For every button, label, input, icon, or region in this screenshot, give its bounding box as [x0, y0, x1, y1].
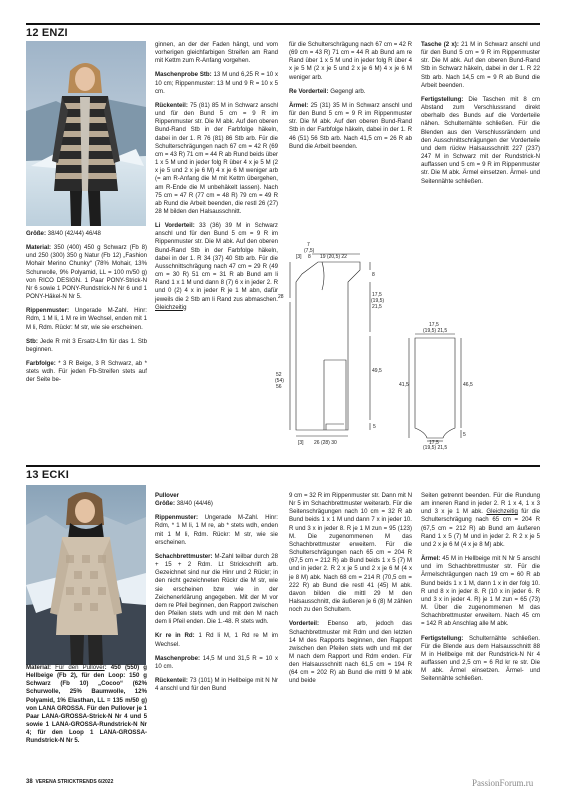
vorderteil-label: Vorderteil: — [289, 620, 320, 628]
rueckenteil-label: Rückenteil: — [155, 676, 188, 684]
aermel-text: 45 M in Hellbeige mit N Nr 5 anschl und im Schachbrettmuster str. Für die Ärmelschrägungen nach 19 cm = 60 R ab Bund beids 1 x 1 M, dann 1 x in der folg 10. R und 8 x in jeder 8. R (10 x in jeder 6. R und 3 x in jeder 4. R) je 1 M zun = 65 (73) M. Über die zugenommenen M das Schachbrettmuster erweitern. Nach 45 cm = 142 R ab Anschlag alle M abk. — [421, 555, 540, 628]
aermel-label: Ärmel: — [421, 555, 441, 563]
schem2-bottom-right: 5 — [463, 432, 466, 438]
col-enzi-2 — [155, 41, 278, 318]
schachbrettmuster-text: M-Zahl teilbar durch 28 + 15 + 2 Rdm. Lt Strickschrift arb. Gezeichnet sind nur die Hinr und 2 Rückr; in den nicht gezeichneten Rückr die M str, wie sie erscheinen bzw wie in der Zeichenerklärung angegeben. Mit der M vor dem re Pfeil beginnen, den Rapport zwischen den Pfeilen stets wdh und mit den M nach dem li Pfeil enden. Die 1.-48. R stets wdh. — [155, 552, 278, 626]
vorderteil-text: Ebenso arb, jedoch das Schachbrettmuster mit Rdm und den letzten 14 M des Rapports beginnen, den Rapport zwischen den Pfeilen stets wdh und mit der M nach dem Rapport und Rdm enden. Für den Halsausschnitt nach 61,5 cm = 194 R (64 cm = 202 R) ab Bund die mittl 9 M abk und beide — [289, 620, 412, 685]
schem1-right-bottom: 5 — [373, 424, 376, 430]
tasche-label: Tasche (2 x): — [421, 41, 459, 48]
paragraph: ginnen, an der der Faden hängt, und vom vorherigen gleichfarbigen Streifen am Rand mit Kettm zum R-Anfang vorgehen. — [155, 41, 278, 65]
rippenmuster-text: Ungerade M-Zahl. Hinr: Rdm, * 1 M li, 1 M re, ab * stets wdh, enden mit 1 M li, Rdm. Rückr: M str, wie sie erscheinen. — [155, 514, 278, 546]
fertigstellung-text: Schulternähte schließen. Für die Blende aus dem Halsausschnitt 88 M in Hellbeige mit der Rundstrick-N Nr 4 auffassen und 2,5 cm = 6 Rd kr re str. Die M abk. Ärmel einsetzen. Ärmel- und Seitennähte schließen. — [421, 634, 540, 683]
rippenmuster-label: Rippenmuster: — [26, 307, 69, 315]
size-label: Größe: — [155, 500, 175, 508]
kr-re-text: 1 Rd li M, 1 Rd re M im Wechsel. — [155, 632, 278, 648]
schem1-shoulder: [3] — [296, 254, 302, 260]
schem1-top-left: 7 — [307, 242, 310, 248]
schematic-sleeve — [399, 320, 483, 451]
col-enzi-4 — [421, 41, 540, 192]
paragraph-tail: für die Schulterschrägung nach 65 cm = 204 R (67,5 cm = 212 R) ab Bund am äußeren Rand 1 x 5 (7) M und in jeder 2. R 2 x je 5 und 2 x je 6 M (4 x je 8 M) abk. — [421, 508, 540, 548]
col-ecki-2 — [155, 492, 278, 699]
schem1-left-top: 28 — [278, 294, 284, 300]
section-title-enzi: 12 ENZI — [26, 27, 68, 39]
paragraph: Seiten getrennt beenden. Für die Rundung am inneren Rand in jeder 2. R 1 x 4, 1 x 3 und 3 x je 1 M abk. — [421, 492, 540, 516]
schem2-right: 46,5 — [463, 382, 473, 388]
farbfolge-text: * 3 R Beige, 3 R Schwarz, ab * stets wdh. Für jeden Fb-Streifen stets auf der Seite be- — [26, 360, 147, 384]
schem2-top1: 17,5 — [429, 322, 439, 328]
rippenmuster-label: Rippenmuster: — [155, 514, 198, 522]
page-number: 38 — [26, 779, 33, 785]
section-title-ecki: 13 ECKI — [26, 469, 69, 481]
material-label: Material: — [26, 664, 52, 671]
schem1-left-mid2: (54) — [275, 378, 284, 384]
photo-ecki — [26, 485, 146, 665]
re-vorderteil-label: Re Vorderteil: — [289, 87, 329, 95]
tasche-text: 21 M in Schwarz anschl und für den Bund 5 cm = 9 R im Rippenmuster str. Die M abk. Auf den oberen Bund-Rand Stb in Schwarz häkeln, dabei in der 1. R 22 Stb arb. Nach 14,5 cm = 9 R ab Bund die Arbeit beenden. — [421, 41, 540, 89]
magazine-name: VERENA STRICKTRENDS 6/2022 — [35, 779, 114, 785]
fertigstellung-text: Die Taschen mit 8 cm Abstand zum Verschlussrand direkt oberhalb des Bunds auf die Vorderteile nähen. Schulternähte schließen. Für die Blenden aus den Verschlussrändern und den Ausschnittschrägungen der Vorderteile und dem rückw Halsausschnitt 227 (237) 247 M in Schwarz mit der Rundstrick-N auffassen und 5 cm = 9 R im Rippenmuster str. Die M abk. Ärmel einsetzen. Ärmel- und Seitennähte schließen. — [421, 95, 540, 185]
size-value: 38/40 (42/44) 46/48 — [45, 230, 101, 237]
photo-ecki-art — [26, 485, 146, 665]
watermark: PassionForum.ru — [472, 778, 534, 788]
gleichzeitig-link: Gleichzeitig — [155, 303, 187, 311]
size-value: 38/40 (44/46) — [174, 500, 213, 508]
schem2-bottom1: 17,5 — [429, 440, 439, 446]
maschenprobe-label: Maschenprobe Stb: — [155, 71, 212, 79]
photo-enzi — [26, 41, 146, 226]
aermel-label: Ärmel: — [289, 101, 309, 109]
fertigstellung-label: Fertigstellung: — [421, 634, 464, 642]
kr-re-label: Kr re in Rd: — [155, 632, 195, 640]
paragraph: 9 cm = 32 R im Rippenmuster str. Dann mit N Nr 5 im Schachbrettmuster weiterarb. Für die Seitenschrägungen nach 10 cm = 32 R ab Bund beids 1 x 1 M und dann 7 x in jeder 10. R und 3 x in jeder 8. R je 1 M zun = 95 (123) M. Die zugenommenen M das Schachbrettmuster erweitern. Für die Schulterschrägungen nach 65 cm = 204 R (67,5 cm = 212 R) ab Bund beids 1 x 5 (7) M und in jeder 2. R 2 x je 5 und 2 x je 6 M (4 x je 8 M) abk. Nach 68 cm = 214 R (70,5 cm = 222 R) ab Bund die restl 41 (45) M abk. davon bilden die mittl 29 M den Halsausschnitt, die äußeren je 6 (8) M zählen noch zu den Schultern. — [289, 492, 412, 614]
rueckenteil-label: Rückenteil: — [155, 101, 188, 109]
material-label: Material: — [26, 244, 52, 252]
material-pullover-link: Für den Pullover — [55, 664, 105, 671]
li-vorderteil-text: 33 (36) 39 M in Schwarz anschl und für den Bund 5 cm = 9 R im Rippenmuster str. Die M abk. Auf den oberen Bund-Rand Stb in der Farbfolge häkeln, dabei in der 1. R 34 (37) 40 Stb arb. Für die Ausschnittschrägung nach 47 cm = 29 R (49 cm = 30 R) 51 cm = 31 R ab Bund am li Rand 1 x 1 M und dann 8 (7) 6 x in jeder 2. R und 0 (2) 4 x in jeder R je 1 M abn, dafür jeweils die 2 Stb am li Rand zus abmaschen. — [155, 222, 278, 303]
col-enzi-1 — [26, 230, 147, 391]
schachbrettmuster-label: Schachbrettmuster: — [155, 552, 213, 560]
material-text: 350 (400) 450 g Schwarz (Fb 8) und 250 (300) 350 g Natur (Fb 12) „Fashion Mohair Merino Chunky“ (78% Mohair, 13% Schurwolle, 9% Polyamid, LL = 100 m/50 g) von RICO DESIGN. 1 Paar PONY-Strick-N Nr 6 sowie 1 PONY-Rundstrick-N Nr 6 und 1 PONY-Häkel-N Nr 5. — [26, 244, 147, 301]
stb-text: Jede R mit 3 Ersatz-Lfm für das 1. Stb beginnen. — [26, 337, 147, 353]
maschenprobe-text: 14,5 M und 31,5 R = 10 x 10 cm. — [155, 654, 278, 670]
schem1-top-right: 19 (20,5) 22 — [320, 254, 347, 260]
farbfolge-label: Farbfolge: — [26, 360, 56, 368]
schem1-right-long: 49,5 — [372, 368, 382, 374]
schem1-top-left3: 8 — [308, 254, 311, 260]
schem1-bottom-left: [3] — [298, 440, 304, 446]
schem2-top2: (19,5) 21,5 — [423, 328, 448, 334]
maschenprobe-label: Maschenprobe: — [155, 654, 201, 662]
schem1-top-left2: (7,5) — [304, 248, 315, 254]
stb-label: Stb: — [26, 337, 38, 345]
paragraph: für die Schulterschrägung nach 67 cm = 42 R (69 cm = 43 R) 71 cm = 44 R ab Bund am re Rand über 1 x 5 M und in jeder folg R über 4 x je 5 M (2 x je 5 und 2 x je 6 M) 4 x je 6 M weniger arb. — [289, 41, 412, 81]
li-vorderteil-label: Li Vorderteil: — [155, 222, 195, 230]
rippenmuster-text: Ungerade M-Zahl. Hinr: Rdm, 1 M li, 1 M re im Wechsel, enden mit 1 M li, Rdm. Rückr: M str, wie sie erscheinen. — [26, 307, 147, 331]
pullover-heading: Pullover — [155, 492, 180, 499]
rueckenteil-text: 75 (81) 85 M in Schwarz anschl und für den Bund 5 cm = 9 R im Rippenmuster str. Die M abk. Auf den oberen Bund-Rand Stb in der Farbfolge häkeln, dabei in der 1. R 76 (81) 86 Stb arb. Für die Schulterschrägungen nach 67 cm = 42 R (69 cm = 43 R) 71 cm = 44 R ab Rund beids über 1 x 5 M und in jeder folg R über 4 x je 5 M (2 x je 5 und 2 x je 6 M) 4 x je 6 M weniger arb (= am R-Anfang die M mit Kettm übergehen, am R-Ende die M unbehäkelt lassen). Nach 75 cm = 47 R (77 cm = 48 R) 79 cm = 49 R ab Rund die Arbeit beenden, die restl 26 (27) 28 M bilden den Halsausschnitt. — [155, 101, 278, 215]
section-rule-mid — [26, 465, 540, 467]
fertigstellung-label: Fertigstellung: — [421, 95, 464, 103]
page-footer — [26, 779, 113, 785]
gleichzeitig-link: Gleichzeitig — [486, 508, 518, 516]
size-label: Größe: — [26, 230, 46, 237]
col-ecki-3 — [289, 492, 412, 692]
re-vorderteil-text: Gegengl arb. — [328, 87, 366, 95]
maschenprobe-text: 13 M und 6,25 R = 10 x 10 cm; Rippenmuster: 13 M und 9 R = 10 x 5 cm. — [155, 71, 278, 95]
schem2-bottom2: (19,5) 21,5 — [423, 445, 448, 451]
col-enzi-3 — [289, 41, 412, 157]
aermel-text: 25 (31) 35 M in Schwarz anschl und für den Bund 5 cm = 9 R im Rippenmuster str. Die M abk. Auf den oberen Bund-Rand Stb in der Farbfolge häkeln, dabei in der 1. R 46 (51) 56 Stb arb. Nach 41,5 cm = 26 R ab Bund die Arbeit beenden. — [289, 101, 412, 150]
material-text: : 450 (550) g Hellbeige (Fb 2), für den Loop: 150 g Schwarz (Fb 10) „Cocoo“ (62% Schurwolle, 25% Baumwolle, 12% Polyamid, 1% Elasthan, LL = 135 m/50 g) von LANA GROSSA. Für den Pullover je 1 Paar LANA-GROSSA-Strick-N Nr 4 und 5 sowie 1 LANA-GROSSA-Rundstrick-N Nr 4; für den Loop 1 LANA-GROSSA-Rundstrick-N Nr 5. — [26, 664, 147, 745]
schem1-right-mid2: (19,5) — [371, 298, 385, 304]
photo-enzi-art — [26, 41, 146, 226]
col-ecki-1 — [26, 664, 147, 752]
schem1-bottom-mid: 26 (28) 30 — [314, 440, 337, 446]
schem1-right-top: 8 — [372, 272, 375, 278]
schem1-right-mid1: 17,5 — [372, 292, 382, 298]
schem1-left-mid3: 56 — [276, 384, 282, 390]
schem1-left-mid1: 52 — [276, 372, 282, 378]
schem1-right-mid3: 21,5 — [372, 304, 382, 310]
schematic-body — [275, 240, 402, 450]
col-ecki-4 — [421, 492, 540, 689]
schem2-left: 41,5 — [399, 382, 409, 388]
rueckenteil-text: 73 (101) M in Hellbeige mit N Nr 4 anschl und für den Bund — [155, 676, 278, 693]
section-rule-top — [26, 23, 540, 25]
